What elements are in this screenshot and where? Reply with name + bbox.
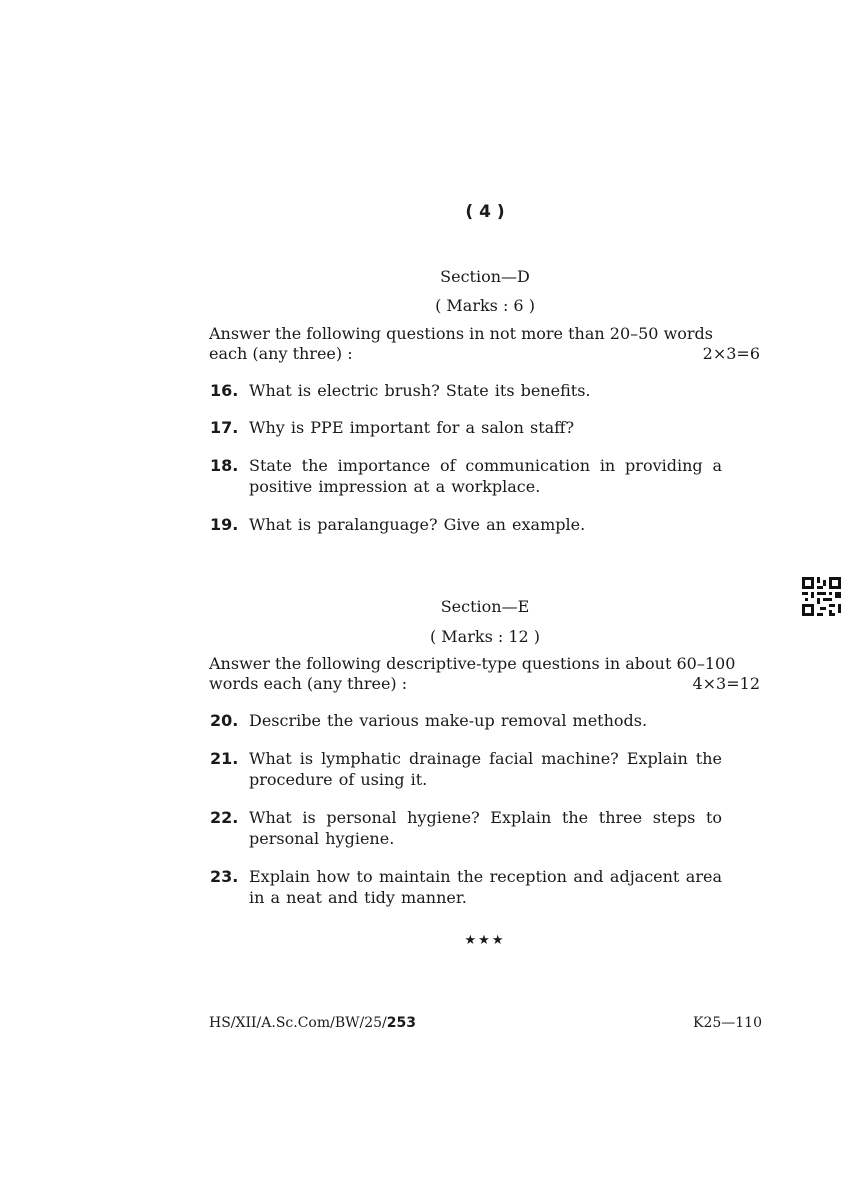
section-e-instruction bbox=[209, 654, 760, 694]
footer-right-code: K25—110 bbox=[693, 1015, 762, 1031]
end-marker: ★★★ bbox=[464, 933, 506, 948]
question-number: 17. bbox=[210, 418, 239, 437]
question-number: 19. bbox=[210, 515, 239, 534]
section-e-score: 4×3=12 bbox=[692, 674, 760, 693]
question-23 bbox=[210, 866, 722, 908]
section-d-instruction-line1: Answer the following questions in not more than 20–50 words bbox=[209, 324, 713, 343]
question-number: 21. bbox=[210, 749, 239, 768]
question-text: Why is PPE important for a salon staff? bbox=[249, 418, 575, 437]
question-21 bbox=[210, 748, 722, 790]
question-number: 18. bbox=[210, 456, 239, 475]
question-number: 16. bbox=[210, 381, 239, 400]
question-text: State the importance of communication in providing a positive impression at a workplace. bbox=[249, 456, 722, 496]
question-text: What is personal hygiene? Explain the three steps to personal hygiene. bbox=[249, 808, 722, 848]
footer-paper-code bbox=[209, 1015, 416, 1031]
footer-code-number: 253 bbox=[386, 1015, 416, 1031]
question-number: 20. bbox=[210, 711, 239, 730]
section-d-instruction-line2: each (any three) : bbox=[209, 344, 353, 363]
question-20 bbox=[210, 710, 722, 731]
question-text: What is electric brush? State its benefits. bbox=[249, 381, 591, 400]
question-19 bbox=[210, 514, 722, 535]
section-e-marks: ( Marks : 12 ) bbox=[429, 627, 541, 646]
question-text: Explain how to maintain the reception and adjacent area in a neat and tidy manner. bbox=[249, 867, 722, 907]
section-e-instruction-line1: Answer the following descriptive-type questions in about 60–100 bbox=[209, 654, 736, 673]
section-e-instruction-line2: words each (any three) : bbox=[209, 674, 408, 693]
section-d-marks: ( Marks : 6 ) bbox=[435, 296, 535, 315]
question-text: What is lymphatic drainage facial machine? Explain the procedure of using it. bbox=[249, 749, 722, 789]
question-text: What is paralanguage? Give an example. bbox=[249, 515, 586, 534]
page-number: ( 4 ) bbox=[465, 202, 505, 222]
footer-code-prefix: HS/XII/A.Sc.Com/BW/25/ bbox=[209, 1015, 387, 1031]
question-22 bbox=[210, 807, 722, 849]
section-d-title: Section—D bbox=[440, 267, 530, 286]
question-18 bbox=[210, 455, 722, 497]
section-d-score: 2×3=6 bbox=[702, 344, 760, 363]
section-d-instruction bbox=[209, 324, 760, 364]
question-text: Describe the various make-up removal methods. bbox=[249, 711, 648, 730]
question-number: 22. bbox=[210, 808, 239, 827]
question-number: 23. bbox=[210, 867, 239, 886]
question-17 bbox=[210, 417, 722, 438]
question-16 bbox=[210, 380, 722, 401]
section-e-title: Section—E bbox=[440, 597, 530, 616]
